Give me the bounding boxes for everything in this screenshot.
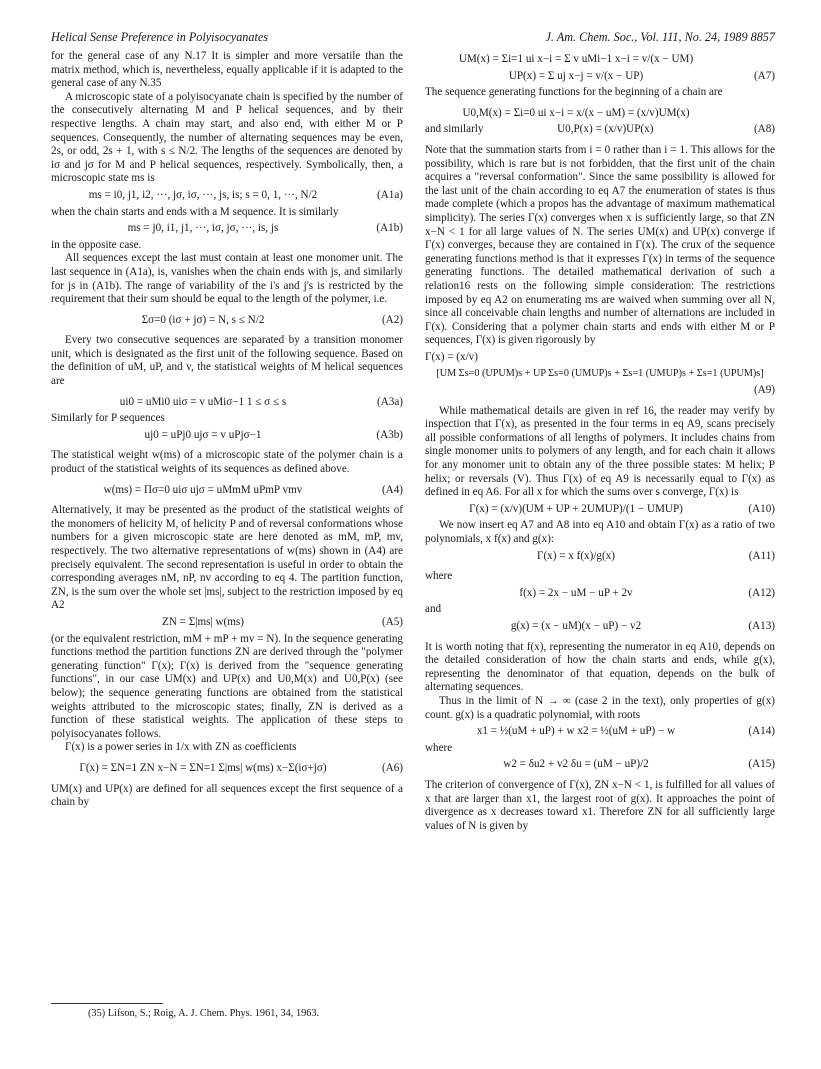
paragraph: and [425,603,442,616]
equation-A9-label-row [425,384,775,398]
equation-label: (A1a) [377,188,403,201]
paragraph: Thus in the limit of N → ∞ (case 2 in the text), only properties of g(x) count. g(x) is a quadratic polynomial, with roots [425,694,775,721]
paragraph: Alternatively, it may be presented as the product of the statistical weights of the monomers of helicity M, of helicity P and of reversal conformations whose numbers for a given microscopic state are here denoted as mM, mP, mv, respectively. The two alternative representations of w(ms) shown in (A4) are precisely equivalent. The second representation is useful in order to obtain the corresponding averages nM, nP, nv according to eq 4. The partition function, ZN, is the sum over the whole set |ms|, subject to the restriction imposed by eq A2 [51,504,403,612]
equation-body: w(ms) = Πσ=0 uiσ ujσ = uMmM uPmP vmv [103,483,303,496]
equation-label: (A11) [748,549,775,562]
equation-label: (A5) [381,615,403,628]
equation-label: (A1b) [376,222,403,235]
paragraph: UM(x) and UP(x) are defined for all sequences except the first sequence of a chain by [51,782,403,809]
equation-label: (A15) [748,758,775,771]
paragraph: A microscopic state of a polyisocyanate chain is specified by the number of the consecutively alternating M and P helical sequences, and by their respective lengths. A chain may start, and also end, with either M or P sequences. Consequently, the number of alternating sequences may be even, 2s, or odd, 2s + 1, with s ≤ N/2. The lengths of the sequences are denoted by iσ and jσ for M and P helical sequences, respectively. Symbolically, then, a microscopic state ms is [51,90,403,185]
equation-body: Γ(x) = ΣN=1 ZN x−N = ΣN=1 Σ|ms| w(ms) x−Σ(iσ+jσ) [79,761,327,774]
equation-A2 [51,314,403,328]
running-header-journal: J. Am. Chem. Soc., Vol. 111, No. 24, 1989 8857 [545,30,775,44]
equation-body: U0,M(x) = Σi=0 ui x−i = x/(x − uM) = (x/v)UM(x) [462,106,690,119]
equation-label: (A14) [748,725,775,738]
equation-A6 [51,762,403,776]
equation-A12 [425,587,775,601]
equation-body: Γ(x) = (x/v) [425,350,478,363]
paragraph: Note that the summation starts from i = 0 rather than i = 1. This allows for the possibility, which is rare but is not forbidden, that the first unit of the chain acquires a "reversal conformation". Since the same possibility is allowed for the last unit of the chain according to eq A7 the enumeration of states is thus made complete (which a propos has the advantage of maximum mathematical simplicity). The series Γ(x) converges when x is sufficiently large, so that ZN x−N < 1 for all large values of N. The series UM(x) and UP(x) converge if Γ(x) converges, because they are contained in Γ(x). The crux of the sequence generating functions method is that it expresses Γ(x) in terms of the sequence generating functions. The detailed mathematical derivation of such a relation16 rests on the following simple consideration: The restrictions imposed by eq A2 on enumerating ms are waived when summing over all N, since all conceivable chain lengths and number of alternations are included in Γ(x). Considering that a polymer chain starts and ends with either M or P sequences, Γ(x) is given rigorously by [425,143,775,347]
equation-label: (A9) [753,384,775,397]
paragraph: All sequences except the last must contain at least one monomer unit. The last sequence in (A1a), is, vanishes when the chain ends with js, and similarly for js in (A1b). The range of variability of the i's and j's is restricted by the requirement that their sum should be equal to the length of the polymer, i.e. [51,252,403,306]
running-header-title: Helical Sense Preference in Polyisocyanates [51,30,269,44]
equation-label: (A3b) [376,428,403,441]
left-column [51,50,403,810]
paragraph: Similarly for P sequences [51,412,165,425]
equation-A9a [425,351,775,365]
equation-body: ms = i0, j1, i2, ···, jσ, iσ, ···, js, is; s = 0, 1, ···, N/2 [88,188,318,201]
equation-body: ZN = Σ|ms| w(ms) [162,615,244,628]
equation-lead-text: and similarly [425,123,484,136]
equation-label: (A7) [753,69,775,82]
footnote: (35) Lifson, S.; Roig, A. J. Chem. Phys. 1961, 34, 1963. [88,1008,320,1019]
paragraph: The sequence generating functions for the beginning of a chain are [425,86,723,99]
paragraph: Every two consecutive sequences are separated by a transition monomer unit, which is designated as the first unit of the following sequence. Based on the definition of uM, uP, and v, the statistical weights of M helical sequences are [51,334,403,388]
equation-A9b [425,367,775,381]
paragraph: It is worth noting that f(x), representing the numerator in eq A10, depends on the detailed consideration of how the chain starts and ends, while g(x), representing the denominator of that equation, depends on the bulk of alternating sequences. [425,640,775,694]
equation-body: w2 = δu2 + v2 δu = (uM − uP)/2 [503,758,649,771]
equation-body: [UM Σs=0 (UPUM)s + UP Σs=0 (UMUP)s + Σs=1 (UMUP)s + Σs=1 (UPUM)s] [436,368,764,380]
equation-A11 [425,550,775,564]
equation-label: (A12) [748,586,775,599]
paragraph: where [425,570,453,583]
equation-A13 [425,620,775,634]
equation-A4 [51,484,403,498]
paragraph: Γ(x) is a power series in 1/x with ZN as coefficients [65,741,297,754]
equation-A3a [51,396,403,410]
paragraph: While mathematical details are given in ref 16, the reader may verify by inspection that Γ(x), as presented in the four terms in eq A9, scans precisely all possible conformations of all lengths of polymers. It includes chains from single monomer units to polymers of any length, and for each chain it allows for any monomer unit to obtain any of the three possible states: M helix; P helix; or reversals (V). Thus Γ(x) of eq A9 is necessarily equal to Γ(x) as defined in eq A6. For all x for which the sums over s converge, Γ(x) is [425,404,775,499]
equation-body: x1 = ½(uM + uP) + w x2 = ½(uM + uP) − w [476,725,676,738]
equation-body: Γ(x) = (x/v)(UM + UP + 2UMUP)/(1 − UMUP) [469,502,683,515]
equation-A10 [425,503,775,517]
paragraph: where [425,741,453,754]
paragraph: when the chain starts and ends with a M sequence. It is similarly [51,205,339,218]
paragraph: The criterion of convergence of Γ(x), ZN x−N < 1, is fulfilled for all values of x that are larger than x1, the largest root of g(x). It approaches the point of divergence as x decreases toward x1. Therefore ZN for all sufficiently large values of N is given by [425,778,775,832]
paragraph: for the general case of any N.17 It is simpler and more versatile than the matrix method, which is, nevertheless, equally applicable if it is adapted to the general case of any N.35 [51,50,403,90]
equation-label: (A4) [381,483,403,496]
paragraph: We now insert eq A7 and A8 into eq A10 and obtain Γ(x) as a ratio of two polynomials, x f(x) and g(x): [425,519,775,545]
equation-label: (A10) [748,502,775,515]
equation-body: ui0 = uMi0 uiσ = v uMiσ−1 1 ≤ σ ≤ s [119,395,287,408]
equation-body: Γ(x) = x f(x)/g(x) [537,549,615,562]
footnote-divider [51,1003,163,1004]
equation-A7b [425,70,775,84]
paragraph: in the opposite case. [51,238,142,251]
equation-A14 [425,725,775,739]
equation-body: UP(x) = Σ uj x−j = v/(x − UP) [508,69,644,82]
equation-label: (A8) [753,123,775,136]
equation-body: UM(x) = Σi=1 ui x−i = Σ v uMi−1 x−i = v/(x − UM) [458,53,694,65]
equation-label: (A13) [748,619,775,632]
equation-body: uj0 = uPj0 ujσ = v uPjσ−1 [144,428,262,441]
equation-body: ms = j0, i1, j1, ···, iσ, jσ, ···, is, js [127,222,279,235]
equation-label: (A6) [381,761,403,774]
equation-A8a [425,107,775,121]
paragraph: The statistical weight w(ms) of a microscopic state of the polymer chain is a product of the statistical weights of its sequences as defined above. [51,449,403,476]
paragraph: (or the equivalent restriction, mM + mP + mv = N). In the sequence generating functions method the partition functions ZN are derived through the "polymer generating function" Γ(x); Γ(x) is derived from the "sequence generating functions", in our case UM(x) and UP(x) and U0,M(x) and U0,P(x) (see below); the sequence generating functions are obtained from the statistical weights attributed to the microscopic states; finally, ZN is derived as a function of these statistical weights. The application of these steps to polyisocyanates follows. [51,632,403,740]
equation-body: g(x) = (x − uM)(x − uP) − v2 [510,619,642,632]
equation-label: (A3a) [377,395,403,408]
equation-A8b [425,123,775,137]
equation-label: (A2) [381,313,403,326]
equation-A3b [51,429,403,443]
equation-A5 [51,616,403,630]
equation-body: f(x) = 2x − uM − uP + 2v [519,586,633,599]
equation-A7a [425,53,775,67]
equation-A15 [425,758,775,772]
equation-body: U0,P(x) = (x/v)UP(x) [557,123,654,136]
equation-A1b [51,222,403,236]
right-column [425,50,775,833]
equation-body: Σσ=0 (iσ + jσ) = N, s ≤ N/2 [141,313,265,326]
equation-A1a [51,189,403,203]
